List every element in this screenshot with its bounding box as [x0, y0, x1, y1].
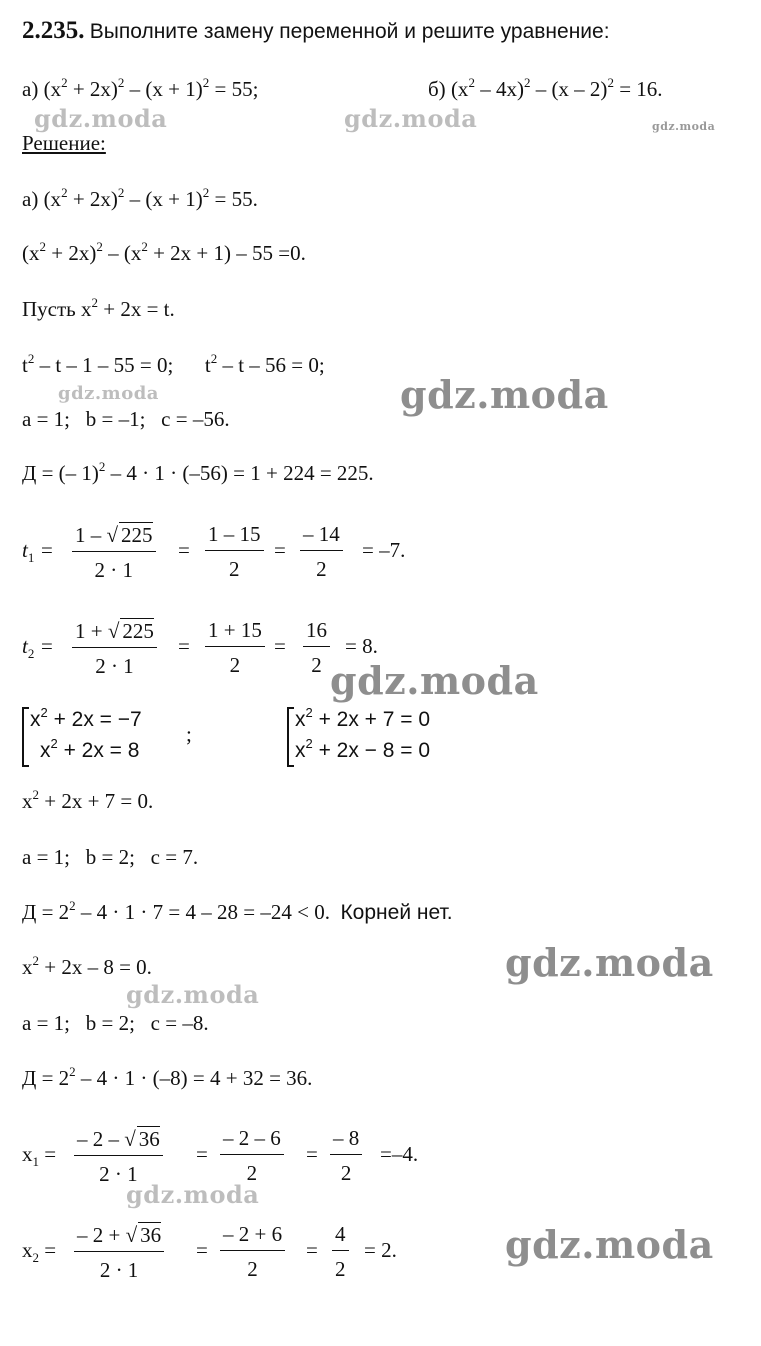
system-1-line-1: $x^2 + 2x = -7$ — [30, 705, 142, 731]
eq-line-4: $x^2 + 2x - 8 = 0$. — [22, 953, 152, 979]
discriminant-line-1: Д = (– 1)$^2$ – 4 · 1 · (–56) = 1 + 224 = 225. — [22, 459, 374, 485]
eq-line-1: а) $(x^2 + 2x)^2 - (x + 1)^2 = 55$. — [22, 185, 258, 211]
eq-line-3: $x^2 + 2x + 7 = 0$. — [22, 787, 154, 813]
t2-fraction-1: $\frac{1 + √ 225}{2 \cdot 1}$ — [72, 618, 157, 679]
coefficients-line-1: a = 1; b = –1; c = –56. — [22, 407, 230, 431]
x2-label: $x_2$ = — [22, 1238, 57, 1265]
t2-fraction-3: $\frac{16}{2}$ — [303, 618, 330, 678]
x1-result: =–4. — [380, 1142, 419, 1166]
system-bracket-2 — [287, 707, 294, 767]
watermark: gdz.moda — [126, 1180, 260, 1209]
x1-fraction-3: $\frac{- 8}{2}$ — [330, 1126, 362, 1186]
system-bracket-1 — [22, 707, 29, 767]
task-part-b: б) $(x^2 - 4x)^2 - (x - 2)^2 = 16$. — [428, 75, 663, 101]
watermark: gdz.moda — [330, 658, 539, 703]
system-2-line-2: $x^2 + 2x - 8 = 0$ — [295, 736, 431, 762]
substitution-word: Пусть — [22, 297, 76, 321]
task-part-a: а) $(x^2 + 2x)^2 - (x + 1)^2 = 55$; — [22, 75, 259, 101]
solution-label: Решение — [22, 131, 101, 155]
x1-fraction-1: $\frac{- 2 - √ 36}{2 \cdot 1}$ — [74, 1126, 163, 1187]
t1-result: = –7. — [362, 538, 406, 562]
t2-label: $t_2$ = — [22, 634, 54, 661]
discriminant-line-2: $Д = 2^2 - 4 \cdot 1 \cdot 7 = 4 - 28 = -24 < 0$. Корней нет. — [22, 898, 453, 924]
coefficients-line-2: a = 1; b = 2; c = 7. — [22, 845, 199, 869]
watermark: gdz.moda — [58, 383, 159, 404]
discriminant-line-3: $Д = 2^2 - 4 \cdot 1 \cdot (-8) = 4 + 32 = 36$. — [22, 1064, 313, 1090]
x2-fraction-2: $\frac{- 2 + 6}{2}$ — [220, 1222, 285, 1282]
substitution-line: Пусть $x^2 + 2x = t$. — [22, 295, 175, 321]
x2-fraction-1: $\frac{- 2 + √ 36}{2 \cdot 1}$ — [74, 1222, 164, 1283]
part-a-label: а) — [22, 77, 39, 101]
no-roots-text: Корней нет. — [340, 901, 453, 924]
t2-fraction-2: $\frac{1 + 15}{2}$ — [205, 618, 265, 678]
t2-eq-2: = — [274, 634, 286, 658]
task-number: 2.235. — [22, 17, 85, 44]
watermark: gdz.moda — [34, 104, 168, 133]
x1-eq-1: = — [196, 1142, 208, 1166]
x2-eq-2: = — [306, 1238, 318, 1262]
x2-fraction-3: $\frac{4}{2}$ — [332, 1222, 349, 1282]
t1-eq-1: = — [178, 538, 190, 562]
watermark: gdz.moda — [505, 940, 714, 985]
t1-fraction-3: $\frac{- 14}{2}$ — [300, 522, 343, 582]
x1-fraction-2: $\frac{- 2 - 6}{2}$ — [220, 1126, 284, 1186]
t1-fraction-1: $\frac{1 - √ 225}{2 \cdot 1}$ — [72, 522, 156, 583]
eq-line-t: $t^2 - t - 1 - 55 = 0$; $t^2 - t - 56 = 0$; — [22, 351, 325, 377]
x1-label: $x_1$ = — [22, 1142, 57, 1169]
x2-result: = 2. — [364, 1238, 397, 1262]
t1-eq-2: = — [274, 538, 286, 562]
watermark: gdz.moda — [400, 372, 609, 417]
system-1-line-2: $x^2 + 2x = 8$ — [40, 736, 140, 762]
system-separator: ; — [186, 722, 192, 746]
t1-fraction-2: $\frac{1 - 15}{2}$ — [205, 522, 264, 582]
task-header — [22, 18, 610, 43]
t1-label: $t_1$ = — [22, 538, 54, 565]
coefficients-line-3: a = 1; b = 2; c = –8. — [22, 1011, 209, 1035]
x2-eq-1: = — [196, 1238, 208, 1262]
watermark: gdz.moda — [344, 104, 478, 133]
system-2-line-1: $x^2 + 2x + 7 = 0$ — [295, 705, 431, 731]
x1-eq-2: = — [306, 1142, 318, 1166]
t2-eq-1: = — [178, 634, 190, 658]
part-b-label: б) — [428, 77, 446, 101]
watermark: gdz.moda — [126, 980, 260, 1009]
solution-heading: Решение: — [22, 131, 106, 155]
watermark: gdz.moda — [505, 1222, 714, 1267]
eq-line-2: $(x^2 + 2x)^2 - (x^2 + 2x + 1) - 55 =0$. — [22, 239, 306, 265]
watermark: gdz.moda — [652, 120, 716, 133]
task-statement: Выполните замену переменной и решите уравнение: — [89, 20, 610, 43]
t2-result: = 8. — [345, 634, 378, 658]
